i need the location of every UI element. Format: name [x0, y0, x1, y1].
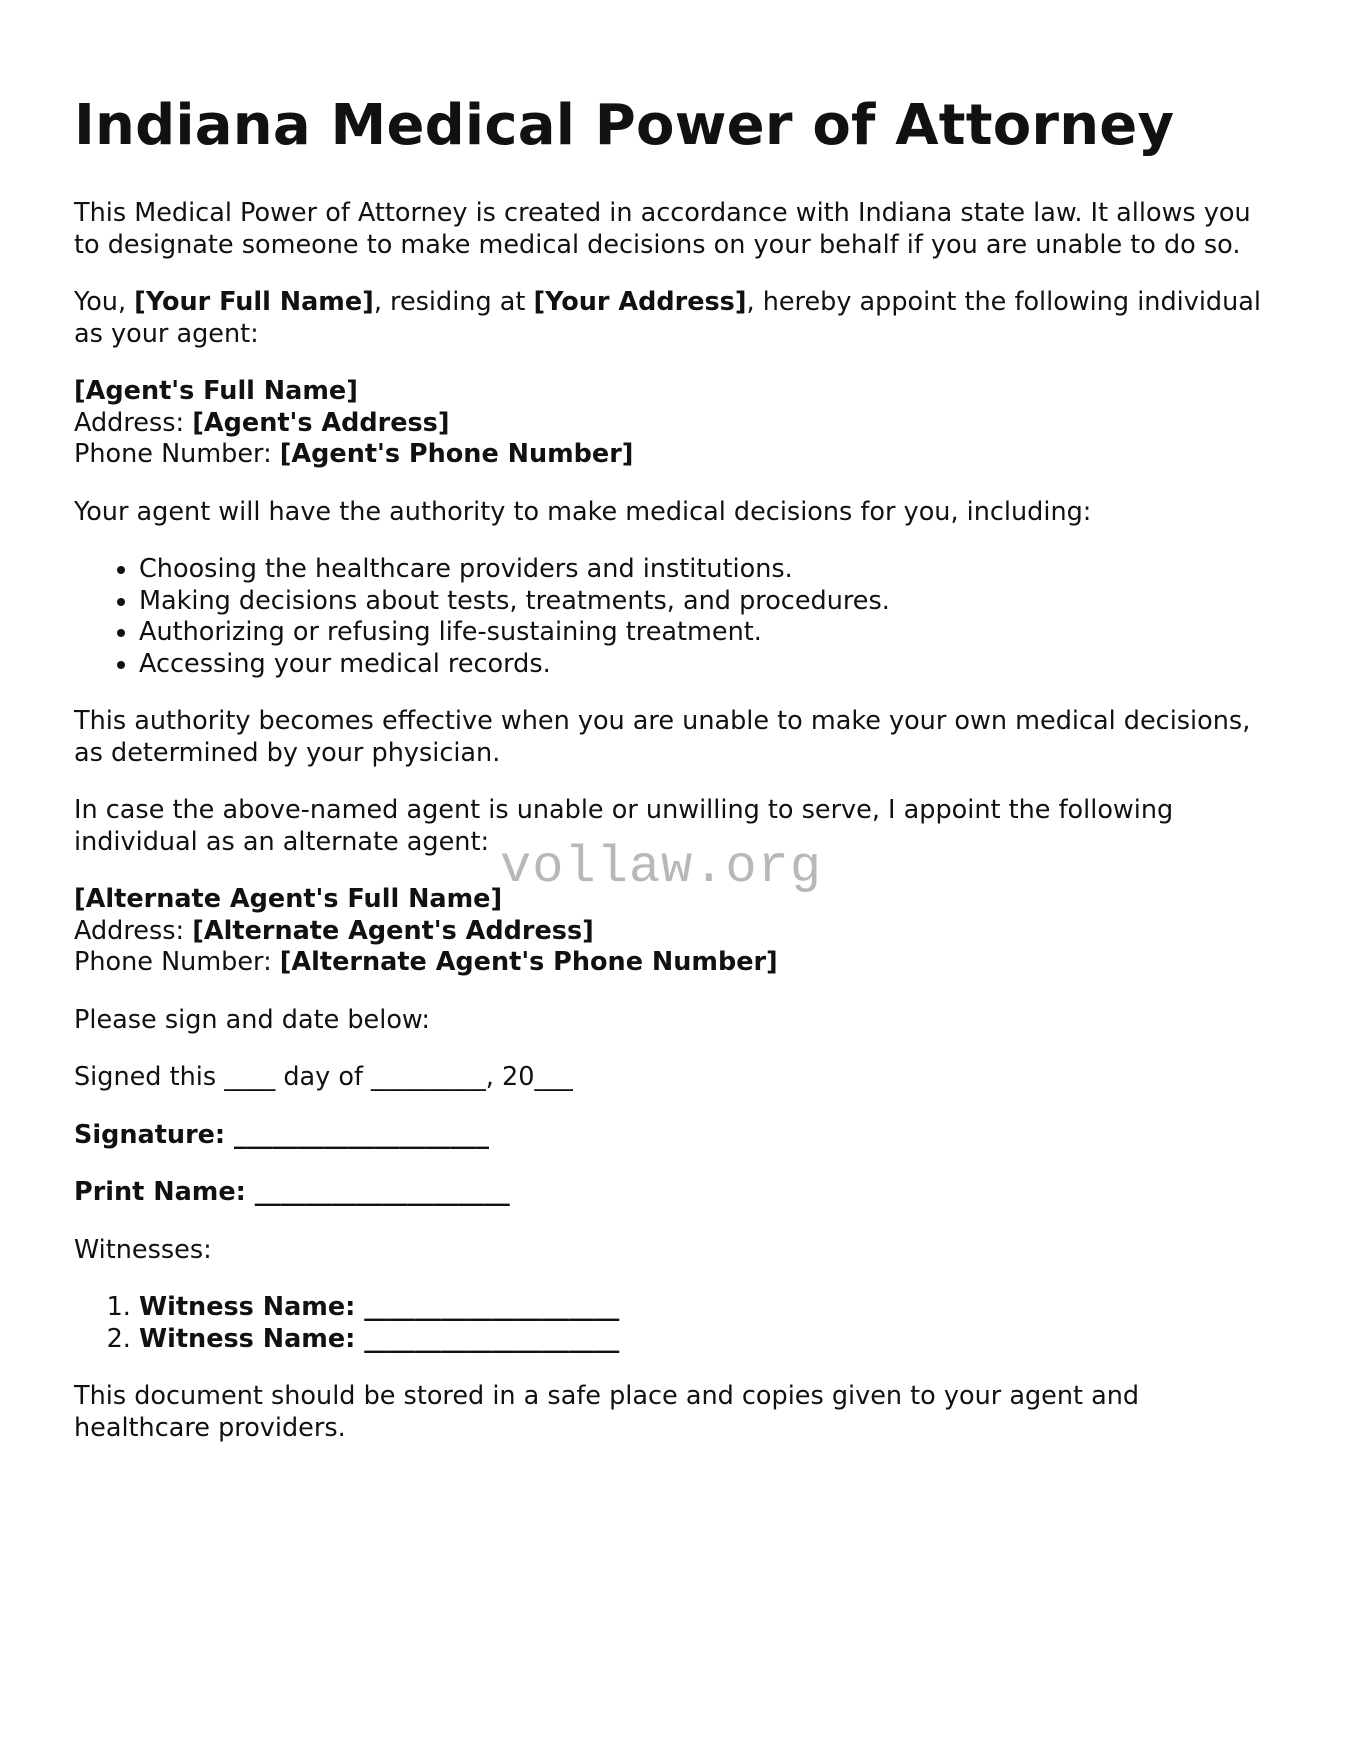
agent-address-label: Address:: [74, 407, 193, 438]
list-item: • Making decisions about tests, treatments, and procedures.: [139, 586, 1274, 618]
appointment-post: , hereby appoint the following individual as your agent:: [74, 287, 1261, 349]
authority-list: [74, 554, 1274, 680]
list-item: • Accessing your medical records.: [139, 649, 1274, 681]
signature-line: Signature: ____________________: [74, 1119, 490, 1150]
witness-list: [74, 1292, 1274, 1355]
list-item: • Choosing the healthcare providers and institutions.: [139, 554, 1274, 586]
principal-address-field: [Your Address]: [533, 287, 747, 317]
watermark: vollaw.org: [500, 838, 823, 897]
document-page: [74, 84, 1274, 1470]
sign-prompt: Please sign and date below:: [74, 1004, 430, 1035]
alternate-agent-details: [74, 884, 1274, 979]
principal-name-field: [Your Full Name]: [134, 287, 374, 317]
agent-name-field: [Agent's Full Name]: [74, 376, 358, 406]
alternate-intro: In case the above-named agent is unable or unwilling to serve, I appoint the following individual as an alternate agent:: [74, 795, 1174, 857]
list-item: • Authorizing or refusing life-sustaining treatment.: [139, 617, 1274, 649]
list-item: [139, 1324, 1274, 1356]
alternate-address-field: [Alternate Agent's Address]: [192, 915, 594, 946]
alternate-phone-label: Phone Number:: [74, 947, 280, 977]
appointment-pre: You,: [74, 287, 135, 317]
alternate-address-label: Address:: [74, 915, 193, 946]
list-item: [139, 1292, 1274, 1324]
witness-name-line: Witness Name: ____________________: [139, 1323, 620, 1354]
document-title: Indiana Medical Power of Attorney: [74, 93, 1175, 158]
alternate-name-field: [Alternate Agent's Full Name]: [74, 884, 503, 914]
effective-paragraph: This authority becomes effective when you are unable to make your own medical decisions, as determined by your physician.: [74, 706, 1251, 768]
closing-paragraph: This document should be stored in a safe place and copies given to your agent and healthcare providers.: [74, 1381, 1140, 1443]
intro-paragraph: This Medical Power of Attorney is created in accordance with Indiana state law. It allows you to designate someone to make medical decisions on your behalf if you are unable to do so.: [74, 198, 1251, 260]
signed-date-line: Signed this ____ day of _________, 20___: [74, 1062, 573, 1092]
print-name-line: Print Name: ____________________: [74, 1177, 510, 1207]
appointment-mid: , residing at: [373, 287, 534, 317]
witness-name-line: Witness Name: ____________________: [139, 1292, 620, 1322]
alternate-phone-field: [Alternate Agent's Phone Number]: [279, 947, 778, 977]
agent-phone-label: Phone Number:: [74, 439, 280, 469]
agent-address-field: [Agent's Address]: [192, 407, 450, 438]
authority-intro: Your agent will have the authority to make medical decisions for you, including:: [74, 496, 1092, 527]
witnesses-label: Witnesses:: [74, 1234, 212, 1265]
appointment-paragraph: [74, 287, 1274, 350]
agent-phone-field: [Agent's Phone Number]: [279, 439, 634, 469]
agent-details: [74, 376, 1274, 471]
